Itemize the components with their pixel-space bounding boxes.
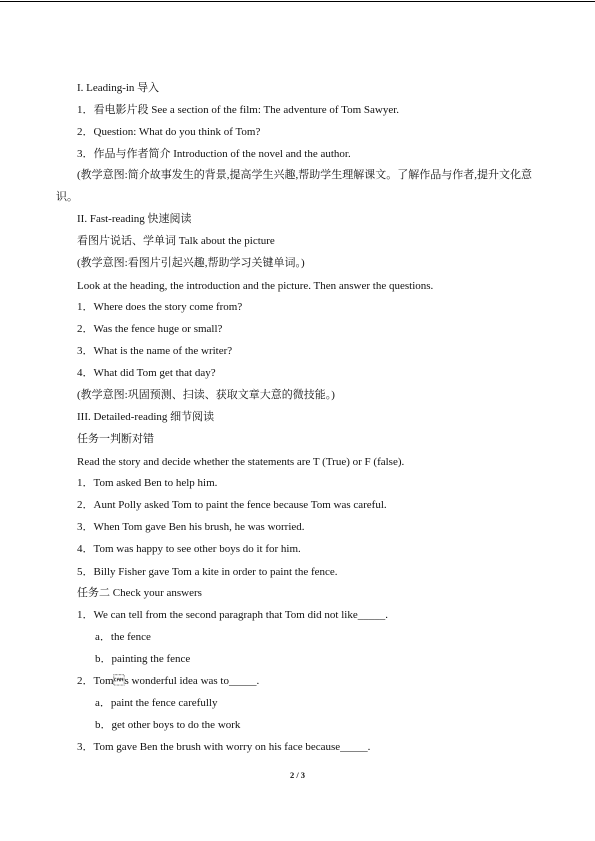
instruction-line: Read the story and decide whether the statements are T (True) or F (false).	[77, 456, 405, 468]
statement-item: 1．Tom asked Ben to help him.	[77, 477, 218, 489]
question-item: 2．Toms wonderful idea was to_____.	[77, 675, 260, 687]
question-item: 1．Where does the story come from?	[77, 301, 243, 313]
teaching-intent-note: (教学意图:简介故事发生的背景,提高学生兴趣,帮助学生理解课文。了解作品与作者,提升文化意识。	[56, 169, 532, 203]
answer-option: b．get other boys to do the work	[95, 719, 241, 731]
teaching-intent-note: (教学意图:看图片引起兴趣,帮助学习关键单词。)	[77, 257, 305, 269]
section-heading-fast-reading: II. Fast-reading 快速阅读	[77, 213, 192, 225]
question-item: 3．Tom gave Ben the brush with worry on his face because_____.	[77, 741, 371, 753]
header-rule	[0, 1, 595, 2]
section-heading-leading-in: I. Leading-in 导入	[77, 82, 160, 94]
paragraph-line: 1．看电影片段 See a section of the film: The adventure of Tom Sawyer.	[77, 104, 400, 116]
paragraph-line: 3．作品与作者简介 Introduction of the novel and the author.	[77, 148, 351, 160]
statement-item: 5．Billy Fisher gave Tom a kite in order to paint the fence.	[77, 566, 338, 578]
statement-item: 3．When Tom gave Ben his brush, he was worried.	[77, 521, 305, 533]
task-heading: 任务一判断对错	[77, 433, 154, 445]
instruction-line: Look at the heading, the introduction and the picture. Then answer the questions.	[77, 280, 434, 292]
paragraph-line: 2．Question: What do you think of Tom?	[77, 126, 261, 138]
question-item: 4．What did Tom get that day?	[77, 367, 216, 379]
question-item: 1．We can tell from the second paragraph that Tom did not like_____.	[77, 609, 388, 621]
statement-item: 4．Tom was happy to see other boys do it for him.	[77, 543, 301, 555]
section-heading-detailed-reading: III. Detailed-reading 细节阅读	[77, 411, 215, 423]
teaching-intent-note: (教学意图:巩固预测、扫读、获取文章大意的微技能。)	[77, 389, 335, 401]
task-heading: 任务二 Check your answers	[77, 587, 202, 599]
question-item: 2．Was the fence huge or small?	[77, 323, 223, 335]
question-item: 3．What is the name of the writer?	[77, 345, 233, 357]
paragraph-line: 看图片说话、学单词 Talk about the picture	[77, 235, 275, 247]
statement-item: 2．Aunt Polly asked Tom to paint the fence because Tom was careful.	[77, 499, 387, 511]
answer-option: b．painting the fence	[95, 653, 191, 665]
answer-option: a．the fence	[95, 631, 151, 643]
page-number: 2 / 3	[289, 770, 306, 780]
answer-option: a．paint the fence carefully	[95, 697, 218, 709]
